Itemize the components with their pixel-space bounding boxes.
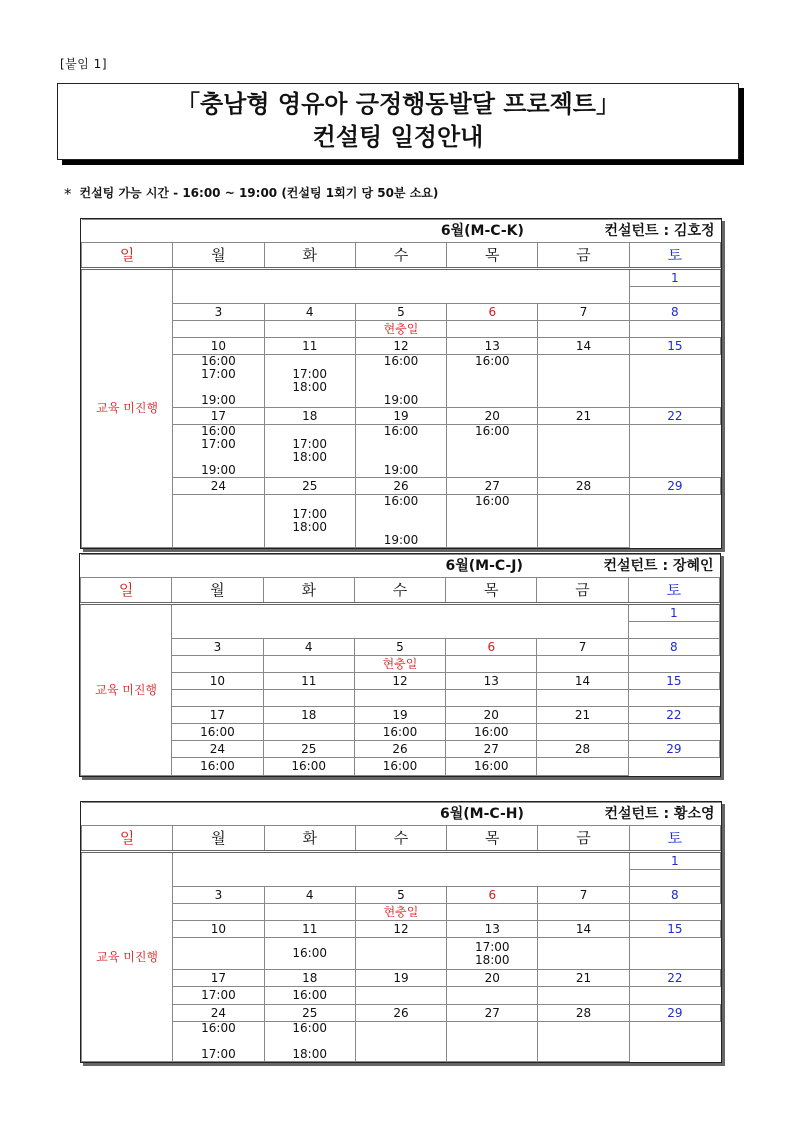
- date-cell: 15: [629, 921, 720, 938]
- day-thu: 목: [447, 826, 538, 852]
- day-sun: 일: [82, 243, 173, 269]
- slot-cell: 16:00: [354, 758, 445, 776]
- date-cell: 11: [264, 338, 355, 355]
- day-tue: 화: [263, 578, 354, 604]
- day-wed: 수: [354, 578, 445, 604]
- slot-cell: 17:00 18:00: [264, 425, 355, 478]
- date-cell: 28: [537, 741, 628, 758]
- date-cell: 18: [264, 970, 355, 987]
- date-cell: 6: [447, 304, 538, 321]
- date-cell: 19: [355, 970, 446, 987]
- date-cell: 3: [172, 639, 263, 656]
- date-cell: 25: [264, 478, 355, 495]
- slot-cell: 17:00: [173, 987, 264, 1005]
- slot-cell: [538, 987, 629, 1005]
- slot-cell: [264, 321, 355, 338]
- slot-cell: [446, 690, 537, 707]
- slot-cell: [355, 1022, 446, 1062]
- slot-cell: [173, 495, 264, 548]
- slot-cell: [172, 690, 263, 707]
- date-cell: 1: [629, 269, 720, 287]
- date-cell: 26: [355, 478, 446, 495]
- date-cell: 12: [355, 338, 446, 355]
- day-thu: 목: [447, 243, 538, 269]
- date-cell: 27: [446, 741, 537, 758]
- day-mon: 월: [173, 826, 264, 852]
- day-thu: 목: [446, 578, 537, 604]
- date-cell: 21: [538, 970, 629, 987]
- title-box: [57, 83, 739, 160]
- date-cell: 15: [629, 338, 720, 355]
- consultant-label: 컨설턴트 : 김호정: [538, 220, 721, 243]
- date-cell: 8: [628, 639, 719, 656]
- no-education-label: 교육 미진행: [82, 269, 173, 548]
- schedule-table-jang: [79, 553, 721, 777]
- date-cell: 29: [628, 741, 719, 758]
- month-label: 6월(M-C-H): [264, 803, 538, 826]
- note-text: 컨설팅 가능 시간 - 16:00 ~ 19:00 (컨설팅 1회기 당 50분 소요): [79, 186, 439, 200]
- day-sun: 일: [81, 578, 172, 604]
- slot-cell: [538, 355, 629, 408]
- date-cell: 18: [263, 707, 354, 724]
- slot-cell: 16:00: [172, 758, 263, 776]
- schedule-table-hwang: [80, 801, 722, 1063]
- consultant-label: 컨설턴트 : 황소영: [538, 803, 721, 826]
- date-cell: 1: [628, 604, 719, 622]
- slot-cell: 17:00 18:00: [447, 938, 538, 970]
- slot-cell: 16:00: [446, 758, 537, 776]
- slot-cell: 16:00 19:00: [355, 495, 446, 548]
- slot-cell: 16:00 17:00 19:00: [173, 425, 264, 478]
- date-cell: 8: [629, 304, 720, 321]
- slot-cell: 16:00 19:00: [355, 355, 446, 408]
- slot-cell: [538, 495, 629, 548]
- slot-cell: [173, 904, 264, 921]
- date-cell: 24: [172, 741, 263, 758]
- month-label: 6월(M-C-K): [264, 220, 538, 243]
- date-cell: 20: [447, 970, 538, 987]
- date-cell: 27: [447, 478, 538, 495]
- date-cell: 24: [173, 1005, 264, 1022]
- date-cell: 11: [263, 673, 354, 690]
- slot-cell: [538, 1022, 629, 1062]
- date-cell: 1: [629, 852, 720, 870]
- day-mon: 월: [173, 243, 264, 269]
- holiday-label: 현충일: [355, 904, 446, 921]
- date-cell: 12: [355, 921, 446, 938]
- date-cell: 20: [446, 707, 537, 724]
- slot-cell: 16:00: [447, 495, 538, 548]
- date-cell: 25: [264, 1005, 355, 1022]
- no-education-label: 교육 미진행: [81, 604, 172, 776]
- date-cell: 3: [173, 887, 264, 904]
- date-cell: 13: [447, 338, 538, 355]
- slot-cell: 17:00 18:00: [264, 355, 355, 408]
- date-cell: 10: [173, 921, 264, 938]
- slot-cell: [538, 938, 629, 970]
- slot-cell: [263, 656, 354, 673]
- date-cell: 19: [354, 707, 445, 724]
- slot-cell: [447, 987, 538, 1005]
- asterisk-mark: *: [64, 185, 72, 203]
- date-cell: 14: [538, 338, 629, 355]
- date-cell: 10: [173, 338, 264, 355]
- slot-cell: [447, 321, 538, 338]
- slot-cell: [537, 758, 628, 776]
- date-cell: 11: [264, 921, 355, 938]
- date-cell: 29: [629, 478, 720, 495]
- slot-cell: [538, 425, 629, 478]
- consultant-label: 컨설턴트 : 장혜인: [537, 555, 720, 578]
- slot-cell: 16:00 18:00: [264, 1022, 355, 1062]
- date-cell: 21: [538, 408, 629, 425]
- date-cell: 7: [538, 887, 629, 904]
- slot-cell: 16:00: [264, 938, 355, 970]
- slot-cell: [447, 1022, 538, 1062]
- slot-cell: [354, 690, 445, 707]
- date-cell: 28: [538, 478, 629, 495]
- slot-cell: [173, 938, 264, 970]
- schedule-table-kim: [80, 218, 722, 549]
- date-cell: 5: [355, 304, 446, 321]
- day-sat: 토: [628, 578, 719, 604]
- date-cell: 13: [447, 921, 538, 938]
- date-cell: 6: [446, 639, 537, 656]
- date-cell: 29: [629, 1005, 720, 1022]
- date-cell: 6: [447, 887, 538, 904]
- date-cell: 20: [447, 408, 538, 425]
- slot-cell: 16:00 17:00: [173, 1022, 264, 1062]
- no-education-label: 교육 미진행: [82, 852, 173, 1062]
- date-cell: 17: [172, 707, 263, 724]
- slot-cell: 16:00: [447, 425, 538, 478]
- page-title: 「충남형 영유아 긍정행동발달 프로젝트」: [175, 90, 620, 118]
- date-cell: 13: [446, 673, 537, 690]
- slot-cell: [537, 690, 628, 707]
- date-cell: 8: [629, 887, 720, 904]
- date-cell: 27: [447, 1005, 538, 1022]
- slot-cell: 16:00: [447, 355, 538, 408]
- day-fri: 금: [538, 243, 629, 269]
- date-cell: 5: [354, 639, 445, 656]
- day-sat: 토: [629, 243, 720, 269]
- date-cell: 19: [355, 408, 446, 425]
- date-cell: 17: [173, 408, 264, 425]
- date-cell: 25: [263, 741, 354, 758]
- slot-cell: 16:00 19:00: [355, 425, 446, 478]
- date-cell: 17: [173, 970, 264, 987]
- date-cell: 3: [173, 304, 264, 321]
- date-cell: 28: [538, 1005, 629, 1022]
- date-cell: 10: [172, 673, 263, 690]
- availability-note: [64, 183, 438, 201]
- date-cell: 21: [537, 707, 628, 724]
- slot-cell: [355, 987, 446, 1005]
- slot-cell: [263, 724, 354, 741]
- slot-cell: 16:00: [263, 758, 354, 776]
- day-wed: 수: [355, 826, 446, 852]
- date-cell: 26: [355, 1005, 446, 1022]
- day-mon: 월: [172, 578, 263, 604]
- slot-cell: 17:00 18:00: [264, 495, 355, 548]
- slot-cell: [264, 904, 355, 921]
- date-cell: 24: [173, 478, 264, 495]
- slot-cell: [537, 656, 628, 673]
- slot-cell: [447, 904, 538, 921]
- date-cell: 14: [537, 673, 628, 690]
- day-sat: 토: [629, 826, 720, 852]
- slot-cell: 16:00: [354, 724, 445, 741]
- holiday-label: 현충일: [354, 656, 445, 673]
- slot-cell: [173, 321, 264, 338]
- date-cell: 5: [355, 887, 446, 904]
- day-fri: 금: [538, 826, 629, 852]
- day-fri: 금: [537, 578, 628, 604]
- page-subtitle: 컨설팅 일정안내: [312, 123, 484, 151]
- slot-cell: [538, 904, 629, 921]
- day-wed: 수: [355, 243, 446, 269]
- date-cell: 7: [537, 639, 628, 656]
- date-cell: 18: [264, 408, 355, 425]
- date-cell: 14: [538, 921, 629, 938]
- date-cell: 22: [629, 408, 720, 425]
- slot-cell: 16:00: [172, 724, 263, 741]
- date-cell: 26: [354, 741, 445, 758]
- slot-cell: [355, 938, 446, 970]
- month-label: 6월(M-C-J): [263, 555, 537, 578]
- date-cell: 22: [629, 970, 720, 987]
- date-cell: 15: [628, 673, 719, 690]
- attachment-label: [붙임 1]: [60, 57, 107, 71]
- slot-cell: 16:00: [446, 724, 537, 741]
- date-cell: 4: [263, 639, 354, 656]
- slot-cell: [538, 321, 629, 338]
- date-cell: 7: [538, 304, 629, 321]
- date-cell: 4: [264, 304, 355, 321]
- date-cell: 12: [354, 673, 445, 690]
- date-cell: 4: [264, 887, 355, 904]
- day-tue: 화: [264, 243, 355, 269]
- day-tue: 화: [264, 826, 355, 852]
- slot-cell: [446, 656, 537, 673]
- slot-cell: [263, 690, 354, 707]
- slot-cell: [172, 656, 263, 673]
- holiday-label: 현충일: [355, 321, 446, 338]
- date-cell: 22: [628, 707, 719, 724]
- day-sun: 일: [82, 826, 173, 852]
- slot-cell: 16:00: [264, 987, 355, 1005]
- slot-cell: [537, 724, 628, 741]
- slot-cell: 16:00 17:00 19:00: [173, 355, 264, 408]
